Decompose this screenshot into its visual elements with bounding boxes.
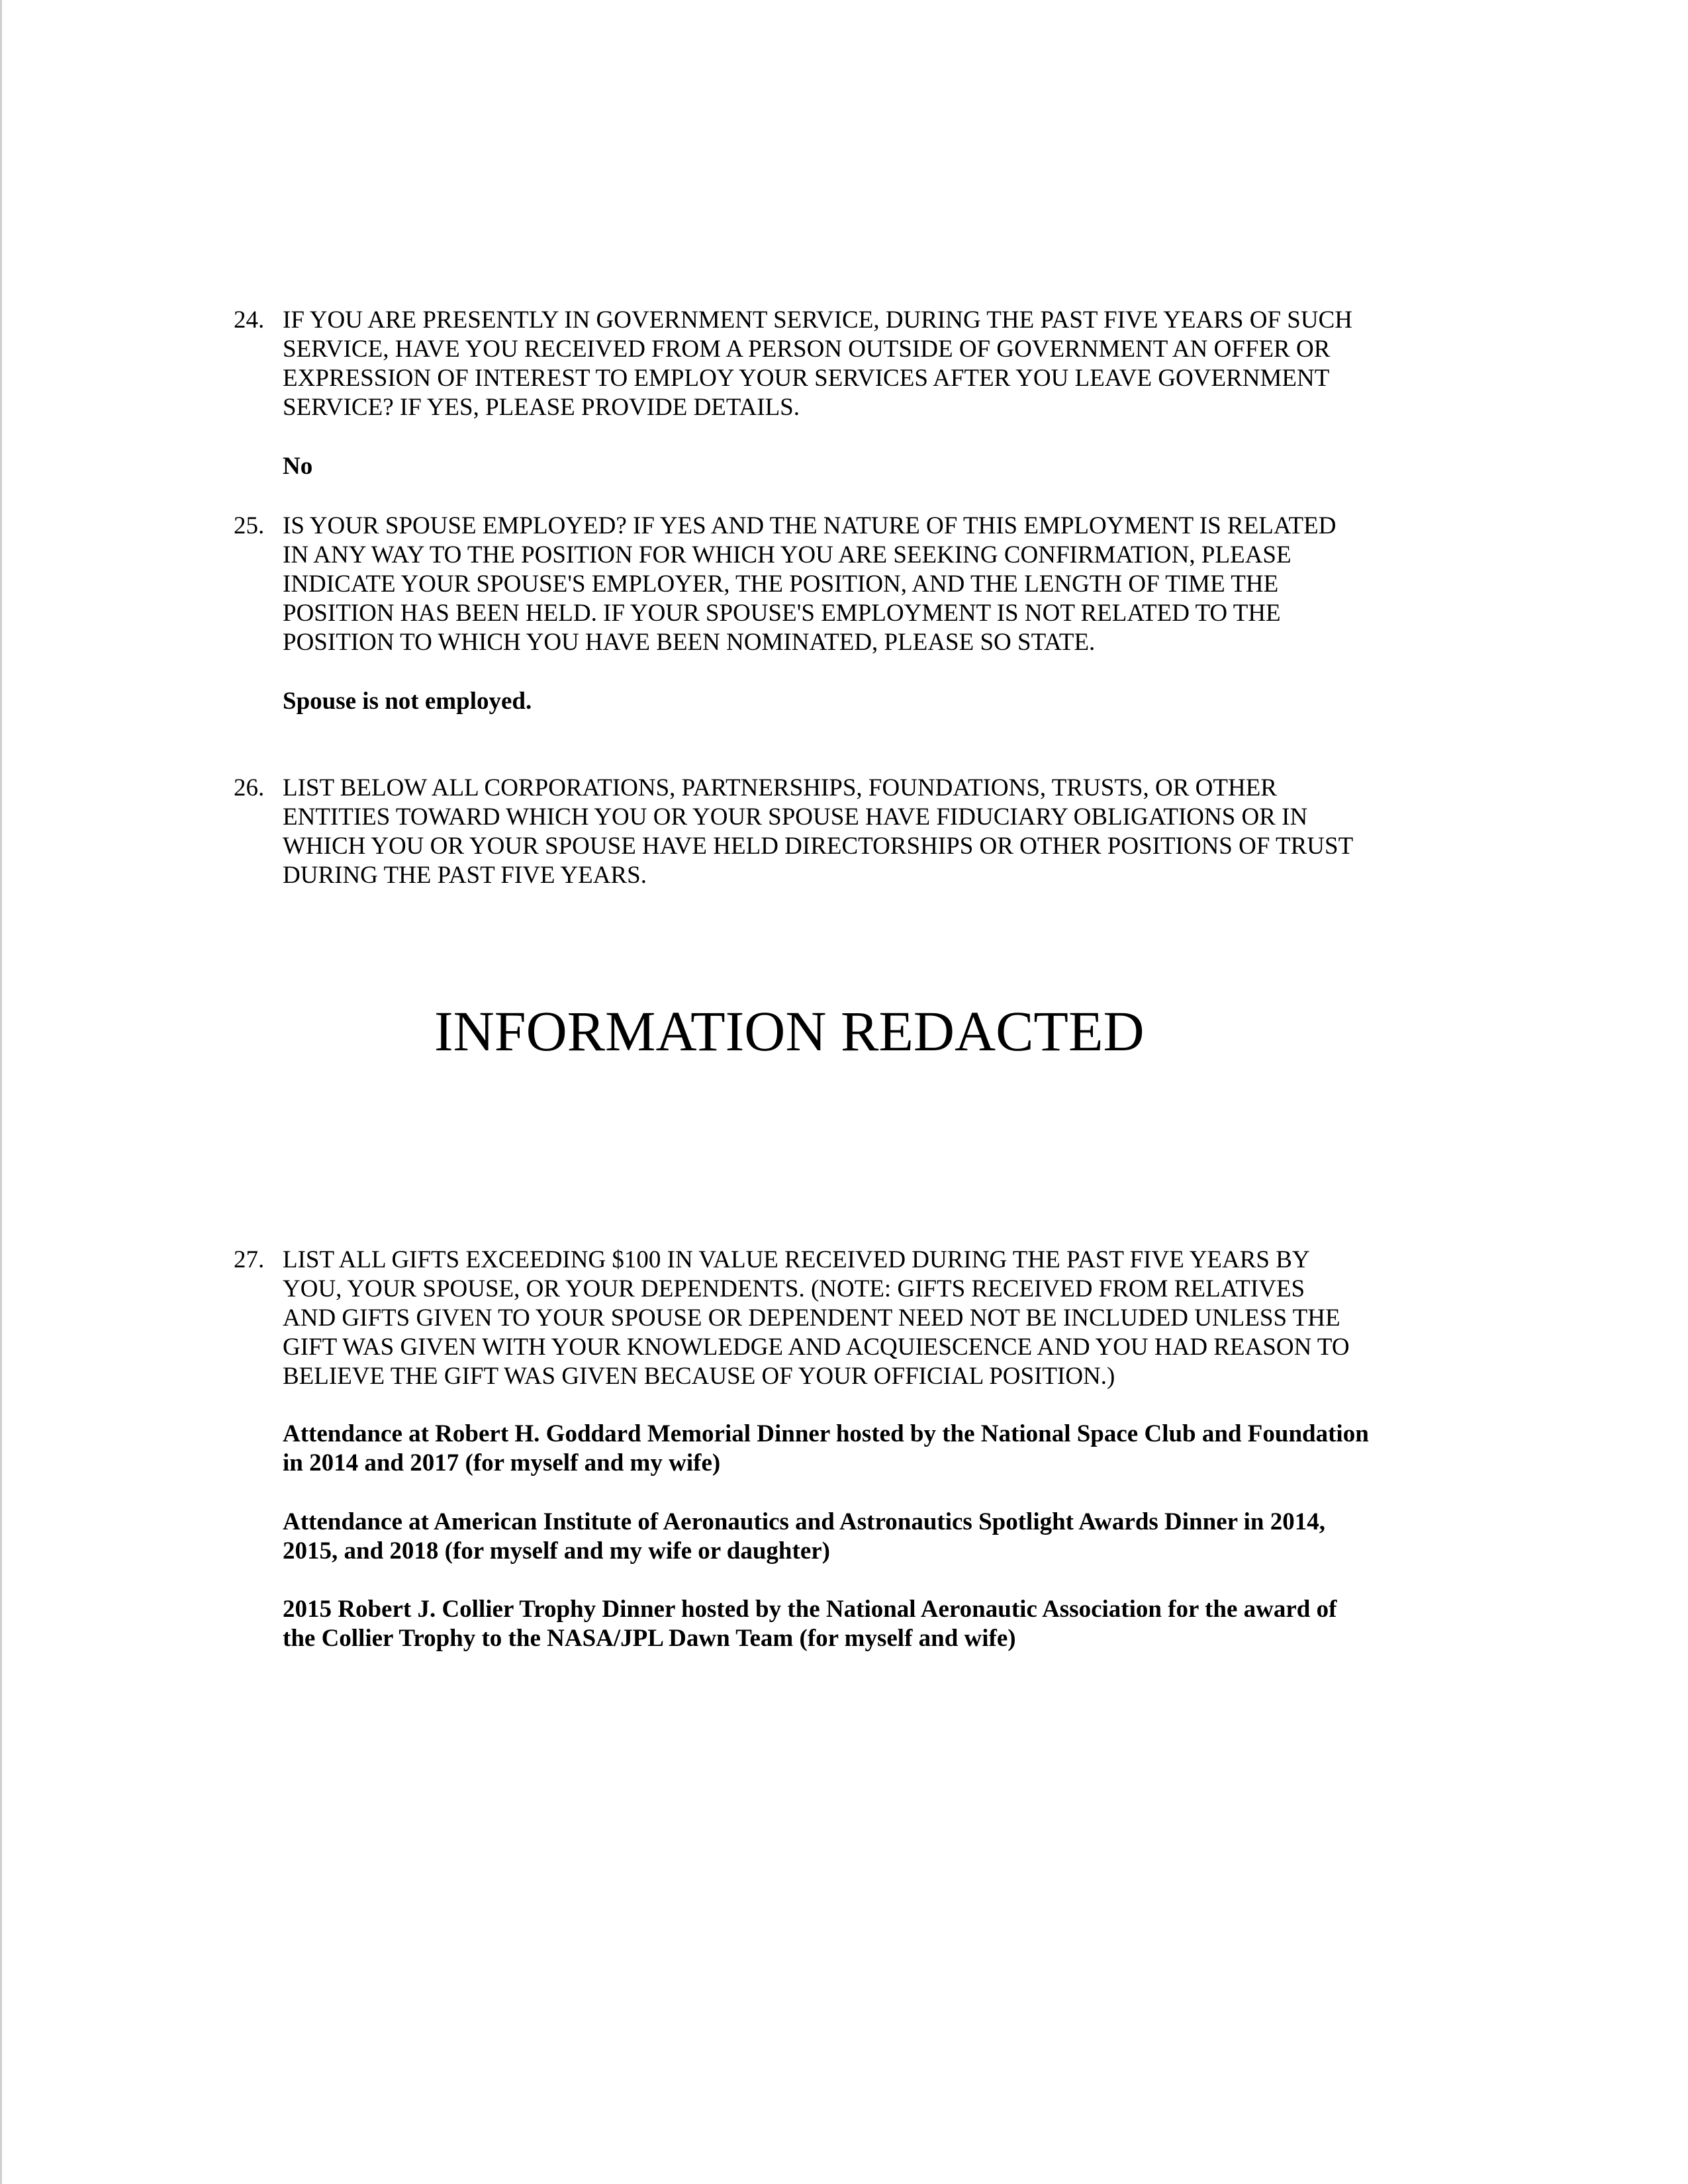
question-27-number: 27. [234, 1246, 265, 1273]
question-25-text [283, 512, 1336, 657]
question-line: GIFT WAS GIVEN WITH YOUR KNOWLEDGE AND ACQUIESCENCE AND YOU HAD REASON TO [283, 1334, 1350, 1361]
gift-entry-goddard [283, 1420, 1369, 1478]
question-25-number: 25. [234, 512, 265, 539]
question-27-text [283, 1246, 1350, 1391]
gift-line: the Collier Trophy to the NASA/JPL Dawn Team (for myself and wife) [283, 1625, 1016, 1652]
gift-line: 2015, and 2018 (for myself and my wife or daughter) [283, 1537, 830, 1565]
information-redacted-notice: INFORMATION REDACTED [434, 999, 1145, 1063]
question-line: LIST BELOW ALL CORPORATIONS, PARTNERSHIPS, FOUNDATIONS, TRUSTS, OR OTHER [283, 774, 1277, 801]
question-line: AND GIFTS GIVEN TO YOUR SPOUSE OR DEPENDENT NEED NOT BE INCLUDED UNLESS THE [283, 1304, 1340, 1332]
question-line: INDICATE YOUR SPOUSE'S EMPLOYER, THE POSITION, AND THE LENGTH OF TIME THE [283, 570, 1279, 598]
gift-line: in 2014 and 2017 (for myself and my wife) [283, 1449, 721, 1477]
question-line: DURING THE PAST FIVE YEARS. [283, 862, 647, 889]
question-26-text [283, 774, 1353, 890]
question-line: IN ANY WAY TO THE POSITION FOR WHICH YOU ARE SEEKING CONFIRMATION, PLEASE [283, 541, 1291, 569]
question-line: SERVICE? IF YES, PLEASE PROVIDE DETAILS. [283, 394, 800, 421]
question-line: YOU, YOUR SPOUSE, OR YOUR DEPENDENTS. (NOTE: GIFTS RECEIVED FROM RELATIVES [283, 1275, 1305, 1302]
question-line: WHICH YOU OR YOUR SPOUSE HAVE HELD DIRECTORSHIPS OR OTHER POSITIONS OF TRUST [283, 833, 1354, 860]
question-line: LIST ALL GIFTS EXCEEDING $100 IN VALUE RECEIVED DURING THE PAST FIVE YEARS BY [283, 1246, 1310, 1273]
question-line: IF YOU ARE PRESENTLY IN GOVERNMENT SERVICE, DURING THE PAST FIVE YEARS OF SUCH [283, 306, 1353, 334]
gift-line: Attendance at Robert H. Goddard Memorial Dinner hosted by the National Space Club and Foundation [283, 1420, 1369, 1447]
question-line: EXPRESSION OF INTEREST TO EMPLOY YOUR SERVICES AFTER YOU LEAVE GOVERNMENT [283, 365, 1330, 392]
question-26-number: 26. [234, 774, 265, 801]
gift-entry-aiaa [283, 1508, 1325, 1566]
question-line: ENTITIES TOWARD WHICH YOU OR YOUR SPOUSE HAVE FIDUCIARY OBLIGATIONS OR IN [283, 803, 1308, 831]
question-line: SERVICE, HAVE YOU RECEIVED FROM A PERSON OUTSIDE OF GOVERNMENT AN OFFER OR [283, 336, 1331, 363]
question-line: BELIEVE THE GIFT WAS GIVEN BECAUSE OF YOUR OFFICIAL POSITION.) [283, 1363, 1115, 1390]
scan-edge [0, 0, 2, 2184]
gift-line: 2015 Robert J. Collier Trophy Dinner hosted by the National Aeronautic Association for the award of [283, 1596, 1337, 1623]
gift-entry-collier [283, 1595, 1336, 1653]
question-24-text [283, 306, 1352, 422]
question-line: POSITION HAS BEEN HELD. IF YOUR SPOUSE'S EMPLOYMENT IS NOT RELATED TO THE [283, 600, 1281, 627]
question-line: IS YOUR SPOUSE EMPLOYED? IF YES AND THE NATURE OF THIS EMPLOYMENT IS RELATED [283, 512, 1336, 539]
question-24-answer: No [283, 453, 313, 480]
gift-line: Attendance at American Institute of Aeronautics and Astronautics Spotlight Awards Dinner in 2014, [283, 1508, 1325, 1535]
question-24-number: 24. [234, 306, 265, 334]
question-25-answer: Spouse is not employed. [283, 688, 532, 715]
question-line: POSITION TO WHICH YOU HAVE BEEN NOMINATED, PLEASE SO STATE. [283, 629, 1096, 656]
